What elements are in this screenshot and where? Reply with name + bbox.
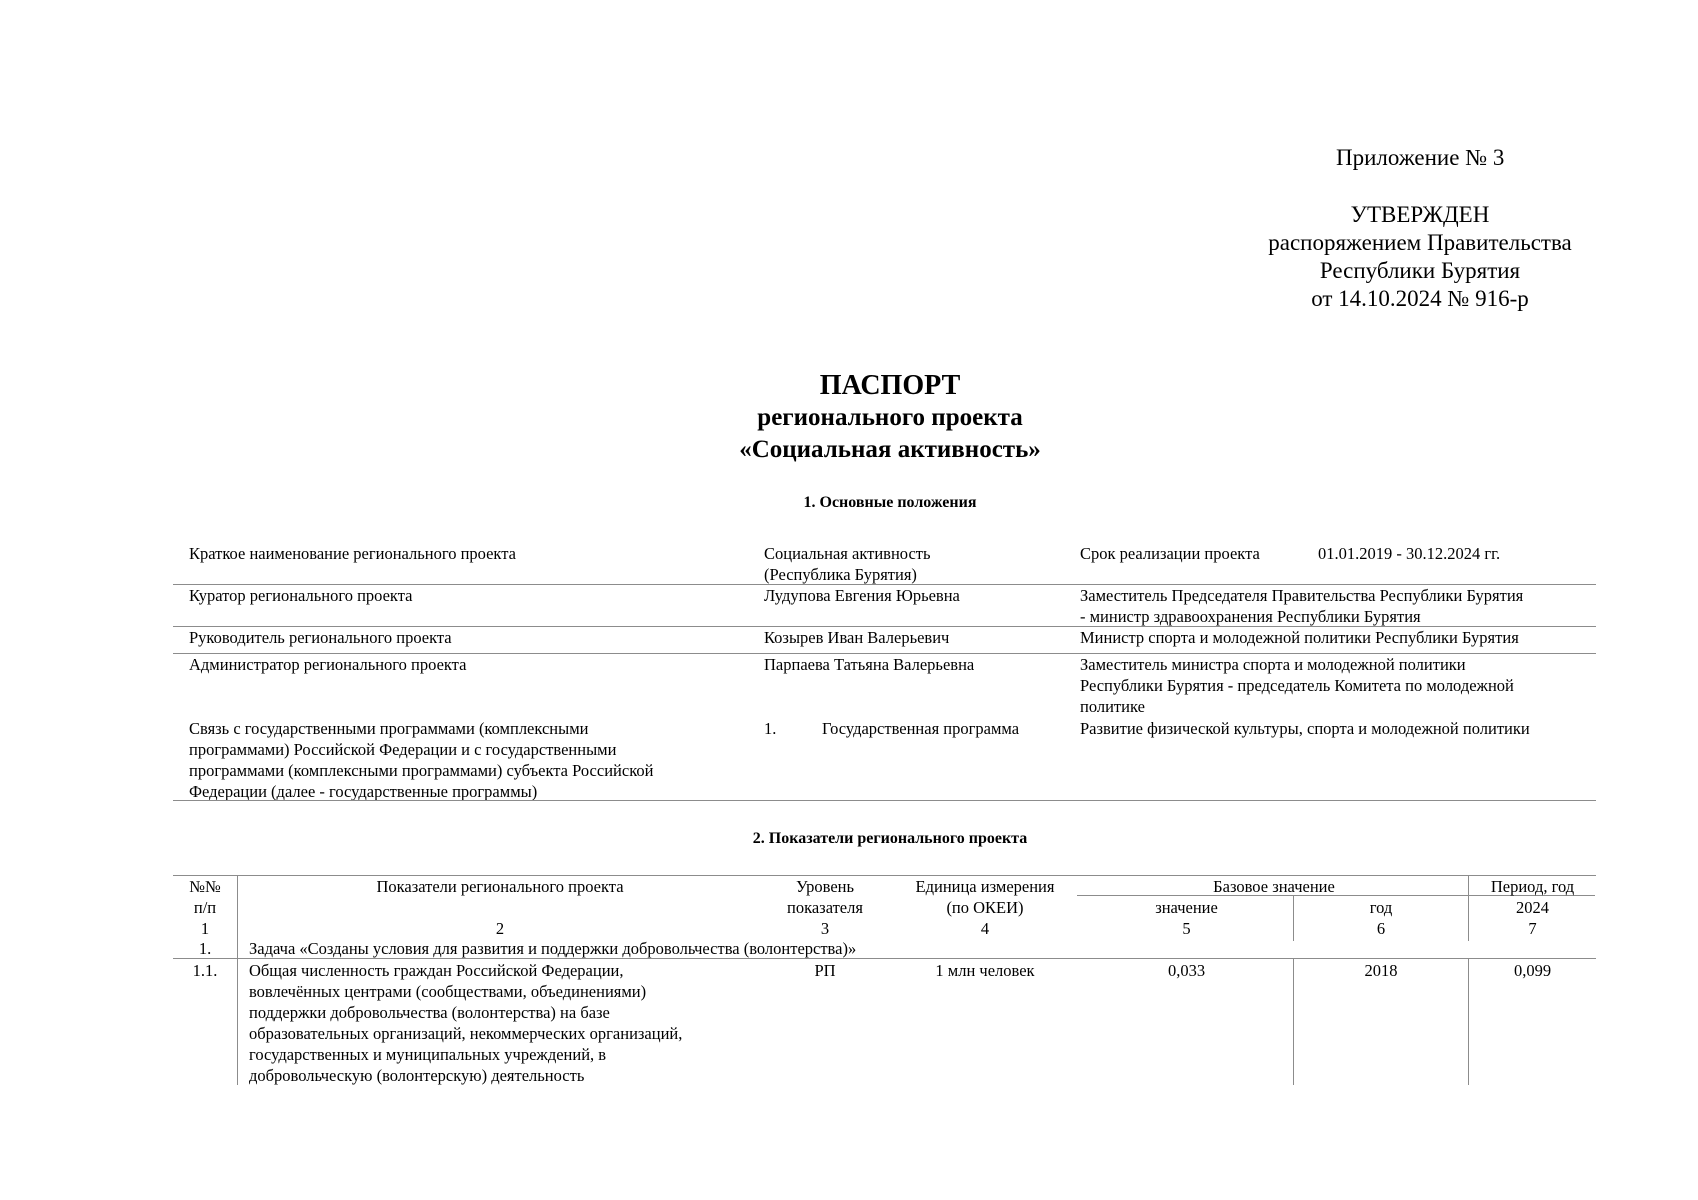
col-header-base-value: значение	[1155, 898, 1218, 917]
leader-label: Руководитель регионального проекта	[189, 628, 452, 647]
table-bottom-border	[173, 800, 1596, 801]
position-line: Заместитель Председателя Правительства Республики Бурятия	[1080, 586, 1524, 605]
indicator-line: поддержки добровольчества (волонтерства) на базе	[249, 1003, 610, 1022]
col-header-period-year: 2024	[1516, 898, 1549, 917]
task-number: 1.	[198, 939, 212, 958]
section-heading: 1. Основные положения	[803, 494, 977, 511]
col-number: 3	[820, 919, 830, 938]
program-type: Государственная программа	[822, 719, 1020, 738]
document-title	[600, 370, 1180, 466]
links-line: Федерации (далее - государственные программы)	[189, 782, 538, 801]
approval-line: от 14.10.2024 № 916-р	[1311, 286, 1529, 311]
col-number: 2	[495, 919, 505, 938]
header-line: Уровень	[795, 877, 855, 896]
col-header-level	[765, 876, 885, 918]
col-header-num	[173, 876, 237, 918]
base-year: 2018	[1364, 961, 1398, 980]
links-line: Связь с государственными программами (комплексными	[189, 719, 589, 738]
curator-label: Куратор регионального проекта	[189, 586, 413, 605]
header-line: Единица измерения	[915, 877, 1055, 896]
col-header-indicator: Показатели регионального проекта	[376, 877, 624, 896]
col-number: 7	[1528, 919, 1537, 938]
approval-line: распоряжением Правительства	[1268, 230, 1572, 255]
col-header-base-year: год	[1369, 898, 1393, 917]
indicator-line: вовлечённых центрами (сообществами, объединениями)	[249, 982, 647, 1001]
curator-name: Лудупова Евгения Юрьевна	[764, 586, 960, 605]
title-line: регионального проекта	[757, 404, 1023, 431]
position-line: - министр здравоохранения Республики Бурятия	[1080, 607, 1421, 626]
col-divider	[237, 875, 238, 1085]
indicator-line: образовательных организаций, некоммерческих организаций,	[249, 1024, 683, 1043]
leader-position: Министр спорта и молодежной политики Республики Бурятия	[1080, 628, 1519, 647]
links-line: программами) Российской Федерации и с государственными	[189, 740, 617, 759]
term-label: Срок реализации проекта	[1080, 544, 1260, 563]
col-number: 5	[1182, 919, 1191, 938]
short-name-label: Краткое наименование регионального проекта	[189, 544, 516, 563]
col-header-period: Период, год	[1490, 877, 1575, 896]
short-name-line: Социальная активность	[764, 544, 931, 563]
col-number: 4	[980, 919, 990, 938]
position-line: Республики Бурятия - председатель Комитета по молодежной	[1080, 676, 1514, 695]
appendix-number: Приложение № 3	[1336, 145, 1505, 170]
row-number: 1.1.	[192, 961, 218, 980]
title-line: «Социальная активность»	[739, 436, 1041, 463]
approval-stamp	[1240, 201, 1600, 313]
base-value: 0,033	[1167, 961, 1206, 980]
approval-line: УТВЕРЖДЕН	[1350, 202, 1490, 227]
links-line: программами (комплексными программами) субъекта Российской	[189, 761, 654, 780]
col-number: 6	[1376, 919, 1386, 938]
admin-name: Парпаева Татьяна Валерьевна	[764, 655, 975, 674]
admin-position	[1080, 654, 1514, 717]
leader-name: Козырев Иван Валерьевич	[764, 628, 950, 647]
admin-label: Администратор регионального проекта	[189, 655, 467, 674]
position-line: Заместитель министра спорта и молодежной политики	[1080, 655, 1466, 674]
header-line: (по ОКЕИ)	[946, 898, 1024, 917]
term-value: 01.01.2019 - 30.12.2024 гг.	[1318, 544, 1501, 563]
short-name-value	[764, 543, 931, 585]
target-value: 0,099	[1513, 961, 1552, 980]
indicator-level: РП	[814, 961, 836, 980]
indicator-line: Общая численность граждан Российской Федерации,	[249, 961, 624, 980]
indicator-unit: 1 млн человек	[935, 961, 1035, 980]
header-line: п/п	[193, 898, 217, 917]
header-line: показателя	[787, 898, 863, 917]
curator-position	[1080, 585, 1523, 627]
title-line: ПАСПОРТ	[819, 370, 961, 401]
indicator-name	[249, 960, 682, 1086]
indicator-line: государственных и муниципальных учреждений, в	[249, 1045, 607, 1064]
approval-line: Республики Бурятия	[1319, 258, 1521, 283]
program-number: 1.	[764, 719, 777, 738]
task-text: Задача «Созданы условия для развития и поддержки добровольчества (волонтерства)»	[249, 939, 857, 958]
col-header-base: Базовое значение	[1213, 877, 1335, 896]
position-line: политике	[1080, 697, 1145, 716]
header-line: №№	[189, 877, 221, 896]
col-number: 1	[200, 919, 210, 938]
section-heading: 2. Показатели регионального проекта	[752, 830, 1028, 847]
links-label	[189, 718, 653, 802]
program-name: Развитие физической культуры, спорта и молодежной политики	[1080, 719, 1530, 738]
short-name-line: (Республика Бурятия)	[764, 565, 917, 584]
col-header-unit	[890, 876, 1080, 918]
indicator-line: добровольческую (волонтерскую) деятельность	[249, 1066, 585, 1085]
